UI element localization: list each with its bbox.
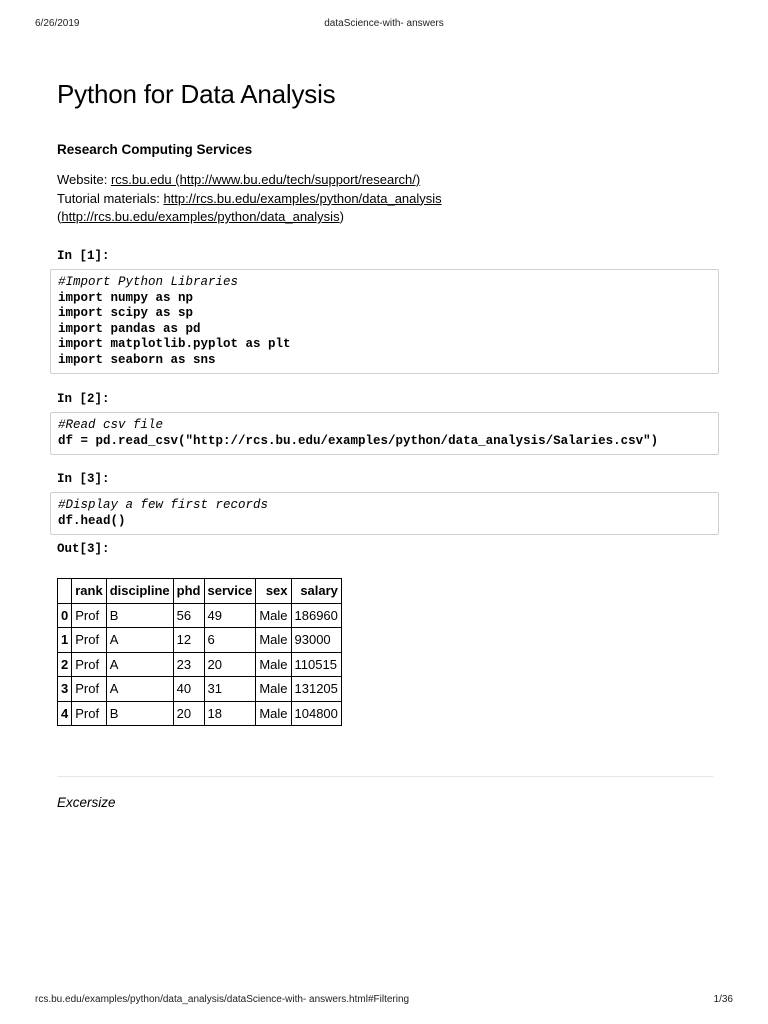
cell-rank: Prof <box>72 701 106 726</box>
table-row <box>58 701 342 726</box>
code-line: import pandas as pd <box>58 321 201 336</box>
resource-links <box>57 171 442 227</box>
paren-open: ( <box>57 209 62 224</box>
row-index: 0 <box>58 603 72 628</box>
code-line: import scipy as sp <box>58 306 194 321</box>
code-line: import seaborn as sns <box>58 352 216 367</box>
row-index: 1 <box>58 628 72 653</box>
cell-salary: 131205 <box>291 677 341 702</box>
row-index: 2 <box>58 652 72 677</box>
dataframe-body <box>58 603 342 726</box>
code-line: import matplotlib.pyplot as plt <box>58 337 291 352</box>
row-index: 4 <box>58 701 72 726</box>
code-line: df.head() <box>58 513 126 528</box>
cell-phd: 23 <box>173 652 204 677</box>
print-header-title: dataScience-with- answers <box>324 18 444 29</box>
cell-service: 18 <box>204 701 256 726</box>
column-header-rank: rank <box>72 579 106 604</box>
paren-close: ) <box>339 209 344 224</box>
code-line: df = pd.read_csv("http://rcs.bu.edu/examples/python/data_analysis/Salaries.csv") <box>58 433 659 448</box>
code-comment: #Display a few first records <box>58 498 269 512</box>
cell-salary: 110515 <box>291 652 341 677</box>
code-comment: #Read csv file <box>58 418 164 432</box>
cell-discipline: B <box>106 603 173 628</box>
exercise-heading: Excersize <box>57 795 116 810</box>
cell-service: 20 <box>204 652 256 677</box>
section-divider <box>57 776 713 777</box>
cell-sex: Male <box>256 603 291 628</box>
cell-salary: 104800 <box>291 701 341 726</box>
cell-phd: 40 <box>173 677 204 702</box>
print-footer-url: rcs.bu.edu/examples/python/data_analysis/dataScience-with- answers.html#Filtering <box>35 994 410 1005</box>
cell-sex: Male <box>256 677 291 702</box>
website-label: Website: <box>57 172 111 187</box>
column-header-discipline: discipline <box>106 579 173 604</box>
cell-phd: 56 <box>173 603 204 628</box>
table-row <box>58 652 342 677</box>
row-index: 3 <box>58 677 72 702</box>
tutorial-link[interactable]: http://rcs.bu.edu/examples/python/data_analysis <box>163 190 442 206</box>
code-line: import numpy as np <box>58 290 194 305</box>
table-row <box>58 628 342 653</box>
input-prompt-1: In [1]: <box>57 249 110 263</box>
website-line <box>57 171 442 190</box>
cell-sex: Male <box>256 652 291 677</box>
header-row <box>58 579 342 604</box>
column-header-salary: salary <box>291 579 341 604</box>
tutorial-label: Tutorial materials: <box>57 190 164 206</box>
cell-service: 49 <box>204 603 256 628</box>
organization-heading: Research Computing Services <box>57 142 253 157</box>
code-comment: #Import Python Libraries <box>58 275 239 289</box>
column-header-service: service <box>204 579 256 604</box>
code-cell-1[interactable] <box>50 269 719 374</box>
page-title: Python for Data Analysis <box>57 79 336 109</box>
cell-rank: Prof <box>72 628 106 653</box>
cell-service: 31 <box>204 677 256 702</box>
cell-discipline: A <box>106 652 173 677</box>
cell-service: 6 <box>204 628 256 653</box>
cell-discipline: B <box>106 701 173 726</box>
cell-salary: 93000 <box>291 628 341 653</box>
website-link[interactable]: rcs.bu.edu (http://www.bu.edu/tech/support/research/) <box>110 172 421 187</box>
dataframe-header <box>58 579 342 604</box>
print-footer-page: 1/36 <box>713 994 733 1005</box>
cell-discipline: A <box>106 628 173 653</box>
cell-phd: 12 <box>173 628 204 653</box>
tutorial-line <box>57 190 442 209</box>
table-row <box>58 603 342 628</box>
cell-rank: Prof <box>72 652 106 677</box>
table-row <box>58 677 342 702</box>
cell-sex: Male <box>256 628 291 653</box>
code-cell-3[interactable] <box>50 492 719 535</box>
print-header-date: 6/26/2019 <box>35 18 80 29</box>
cell-rank: Prof <box>72 677 106 702</box>
cell-discipline: A <box>106 677 173 702</box>
tutorial-line-2 <box>57 208 442 227</box>
dataframe-table <box>57 578 342 726</box>
cell-sex: Male <box>256 701 291 726</box>
input-prompt-2: In [2]: <box>57 392 110 406</box>
output-prompt: Out[3]: <box>57 542 110 556</box>
cell-rank: Prof <box>72 603 106 628</box>
code-cell-2[interactable] <box>50 412 719 455</box>
column-header-sex: sex <box>256 579 291 604</box>
column-header-phd: phd <box>173 579 204 604</box>
cell-salary: 186960 <box>291 603 341 628</box>
input-prompt-3: In [3]: <box>57 472 110 486</box>
index-header <box>58 579 72 604</box>
cell-phd: 20 <box>173 701 204 726</box>
tutorial-link-2[interactable]: http://rcs.bu.edu/examples/python/data_analysis <box>61 209 340 224</box>
